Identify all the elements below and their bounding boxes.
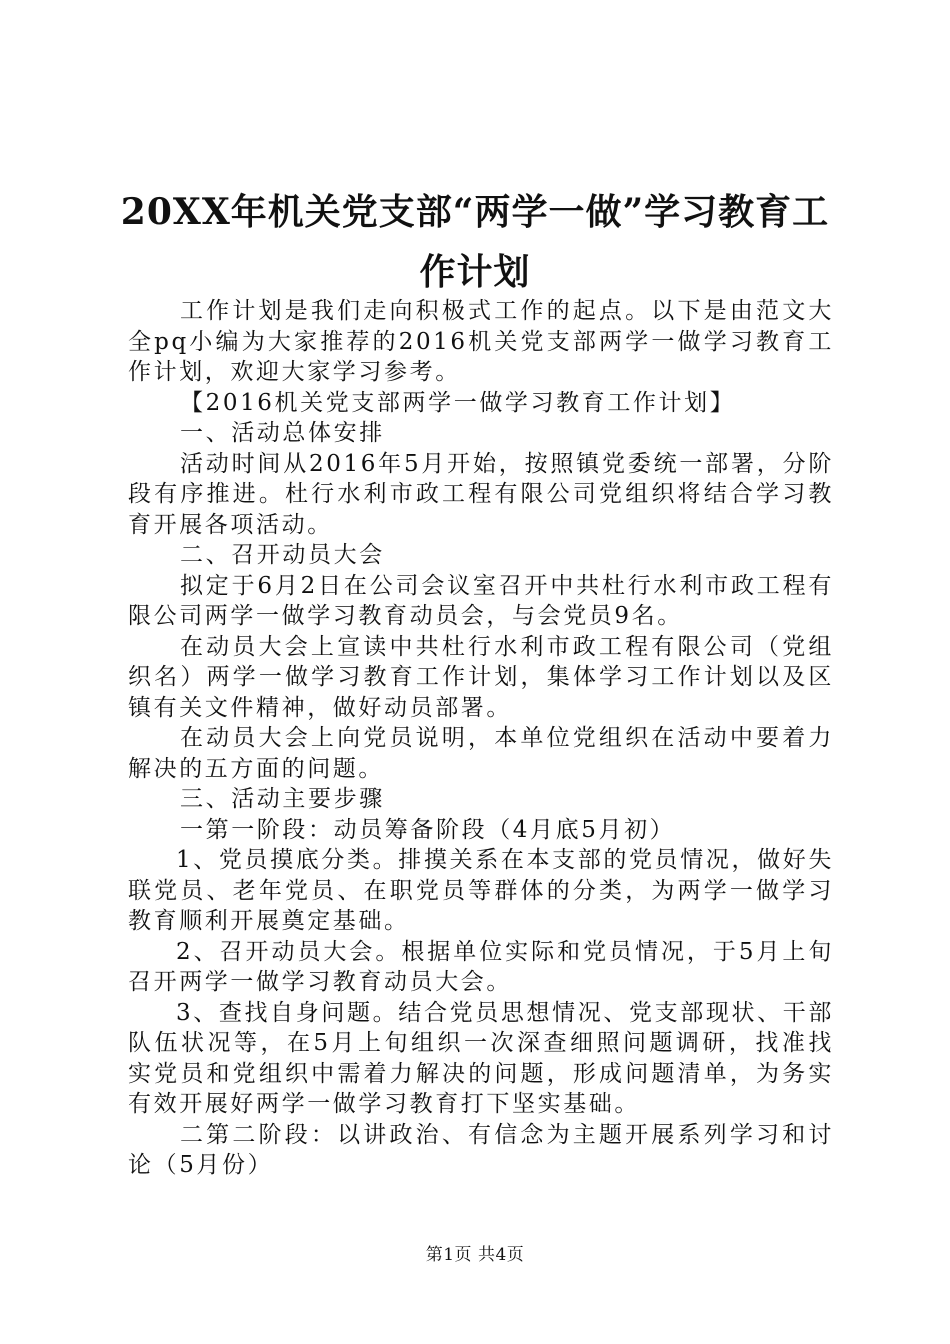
list-item: 2、召开动员大会。根据单位实际和党员情况，于5月上旬召开两学一做学习教育动员大会。	[128, 938, 834, 995]
body-paragraph: 在动员大会上向党员说明，本单位党组织在活动中要着力解决的五方面的问题。	[128, 725, 834, 782]
document-title	[100, 182, 850, 302]
title-line-2: 作计划	[419, 251, 531, 293]
section-heading: 【2016机关党支部两学一做学习教育工作计划】	[180, 389, 736, 416]
body-paragraph: 在动员大会上宣读中共杜行水利市政工程有限公司（党组织名）两学一做学习教育工作计划，集体学习工作计划以及区镇有关文件精神，做好动员部署。	[128, 633, 834, 721]
list-item: 1、党员摸底分类。排摸关系在本支部的党员情况，做好失联党员、老年党员、在职党员等群体的分类，为两学一做学习教育顺利开展奠定基础。	[128, 847, 834, 934]
section-heading: 一第一阶段：动员筹备阶段（4月底5月初）	[180, 816, 676, 843]
section-heading: 三、活动主要步骤	[180, 786, 385, 812]
section-heading: 二、召开动员大会	[180, 542, 385, 568]
body-paragraph: 拟定于6月2日在公司会议室召开中共杜行水利市政工程有限公司两学一做学习教育动员会，与会党员9名。	[128, 572, 834, 629]
body-paragraph: 活动时间从2016年5月开始，按照镇党委统一部署，分阶段有序推进。杜行水利市政工程有限公司党组织将结合学习教育开展各项活动。	[128, 450, 834, 538]
page-number: 第1页 共4页	[425, 1245, 525, 1265]
intro-paragraph: 工作计划是我们走向积极式工作的起点。以下是由范文大全pq小编为大家推荐的2016机关党支部两学一做学习教育工作计划，欢迎大家学习参考。	[128, 298, 834, 385]
document-body	[128, 296, 834, 1181]
section-heading: 一、活动总体安排	[180, 420, 385, 446]
title-line-1: 20XX年机关党支部“两学一做”学习教育工	[120, 191, 830, 233]
list-item: 3、查找自身问题。结合党员思想情况、党支部现状、干部队伍状况等，在5月上旬组织一次深查细照问题调研，找准找实党员和党组织中需着力解决的问题，形成问题清单，为务实有效开展好两学一做学习教育打下坚实基础。	[128, 999, 834, 1117]
section-heading: 二第二阶段：以讲政治、有信念为主题开展系列学习和讨论（5月份）	[128, 1121, 834, 1178]
